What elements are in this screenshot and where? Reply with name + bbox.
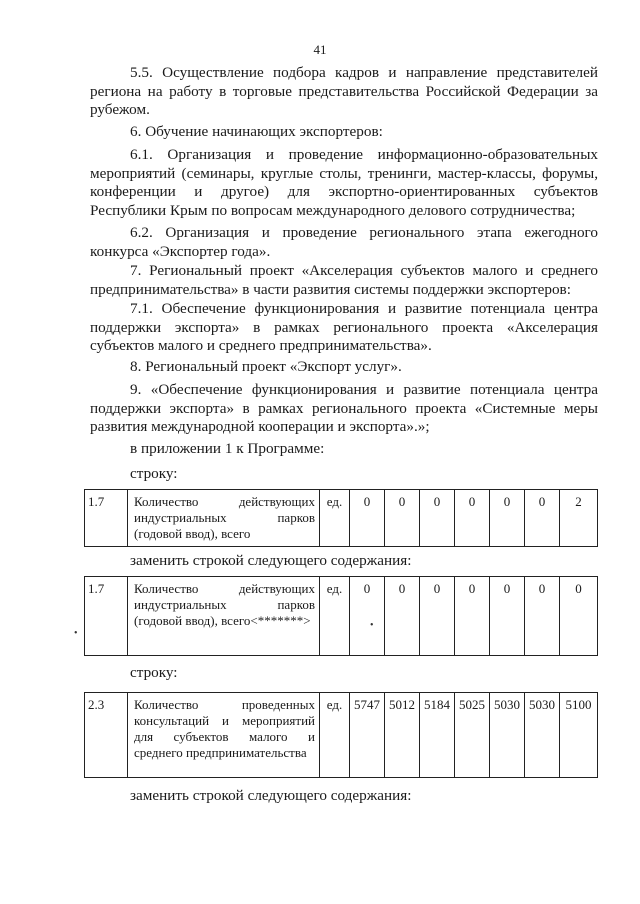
- replace-label-1: заменить строкой следующего содержания:: [130, 552, 412, 569]
- row-number: 1.7: [85, 577, 128, 656]
- table-row-1-7-new: [84, 576, 598, 656]
- indicator-name: Количество действующих индустриальных парков (годовой ввод), всего<*******>: [128, 577, 320, 656]
- table-row-2-3-old: [84, 692, 598, 778]
- value-cell: 0: [350, 577, 385, 656]
- value-cell: 5100: [560, 693, 598, 778]
- value-cell: 5012: [385, 693, 420, 778]
- value-cell: 5184: [420, 693, 455, 778]
- value-cell: 5747: [350, 693, 385, 778]
- page-number: 41: [313, 42, 327, 57]
- row-label-1: строку:: [130, 465, 178, 482]
- value-cell: 0: [560, 577, 598, 656]
- table-row-1-7-old: [84, 489, 598, 547]
- value-cell: 0: [455, 577, 490, 656]
- value-cell: 0: [385, 577, 420, 656]
- value-cell: 0: [350, 490, 385, 547]
- paragraph-9: 9. «Обеспечение функционирования и развитие потенциала центра поддержки экспорта» в рамках регионального проекта «Системные меры развития международной кооперации и экспорта».»;: [90, 381, 598, 435]
- row-label-2: строку:: [130, 664, 178, 681]
- indicator-name: Количество проведенных консультаций и мероприятий для субъектов малого и среднего предпринимательства: [128, 693, 320, 778]
- value-cell: 0: [525, 490, 560, 547]
- replace-label-2: заменить строкой следующего содержания:: [130, 787, 412, 804]
- unit-cell: ед.: [320, 693, 350, 778]
- scan-speck: •: [74, 628, 78, 639]
- unit-cell: ед.: [320, 490, 350, 547]
- row-number: 1.7: [85, 490, 128, 547]
- indicator-name: Количество действующих индустриальных парков (годовой ввод), всего: [128, 490, 320, 547]
- table-row: [85, 490, 598, 547]
- paragraph-6: 6. Обучение начинающих экспортеров:: [130, 123, 383, 140]
- paragraph-6-1: 6.1. Организация и проведение информационно-образовательных мероприятий (семинары, круглые столы, тренинги, мастер-классы, форумы, конференции и другое) для экспортно-ориентированных субъектов Республики Крым по вопросам международного делового сотрудничества;: [90, 146, 598, 219]
- paragraph-7-1: 7.1. Обеспечение функционирования и развитие потенциала центра поддержки экспорта» в рамках регионального проекта «Акселерация субъектов малого и среднего предпринимательства».: [90, 300, 598, 354]
- value-cell: 5030: [490, 693, 525, 778]
- table-row: [85, 577, 598, 656]
- unit-cell: ед.: [320, 577, 350, 656]
- value-cell: 0: [490, 490, 525, 547]
- value-cell: 5025: [455, 693, 490, 778]
- value-cell: 0: [455, 490, 490, 547]
- row-number: 2.3: [85, 693, 128, 778]
- paragraph-8: 8. Региональный проект «Экспорт услуг».: [130, 358, 402, 375]
- value-cell: 0: [525, 577, 560, 656]
- value-cell: 0: [385, 490, 420, 547]
- appendix-label: в приложении 1 к Программе:: [130, 440, 325, 457]
- value-cell: 2: [560, 490, 598, 547]
- scan-speck: •: [370, 620, 374, 631]
- paragraph-6-2: 6.2. Организация и проведение регионального этапа ежегодного конкурса «Экспортер года».: [90, 224, 598, 260]
- table-row: [85, 693, 598, 778]
- value-cell: 0: [420, 490, 455, 547]
- paragraph-7: 7. Региональный проект «Акселерация субъектов малого и среднего предпринимательства» в части развития системы поддержки экспортеров:: [90, 262, 598, 298]
- value-cell: 5030: [525, 693, 560, 778]
- value-cell: 0: [420, 577, 455, 656]
- paragraph-5-5: 5.5. Осуществление подбора кадров и направление представителей региона на работу в торговые представительства Российской Федерации за рубежом.: [90, 64, 598, 118]
- value-cell: 0: [490, 577, 525, 656]
